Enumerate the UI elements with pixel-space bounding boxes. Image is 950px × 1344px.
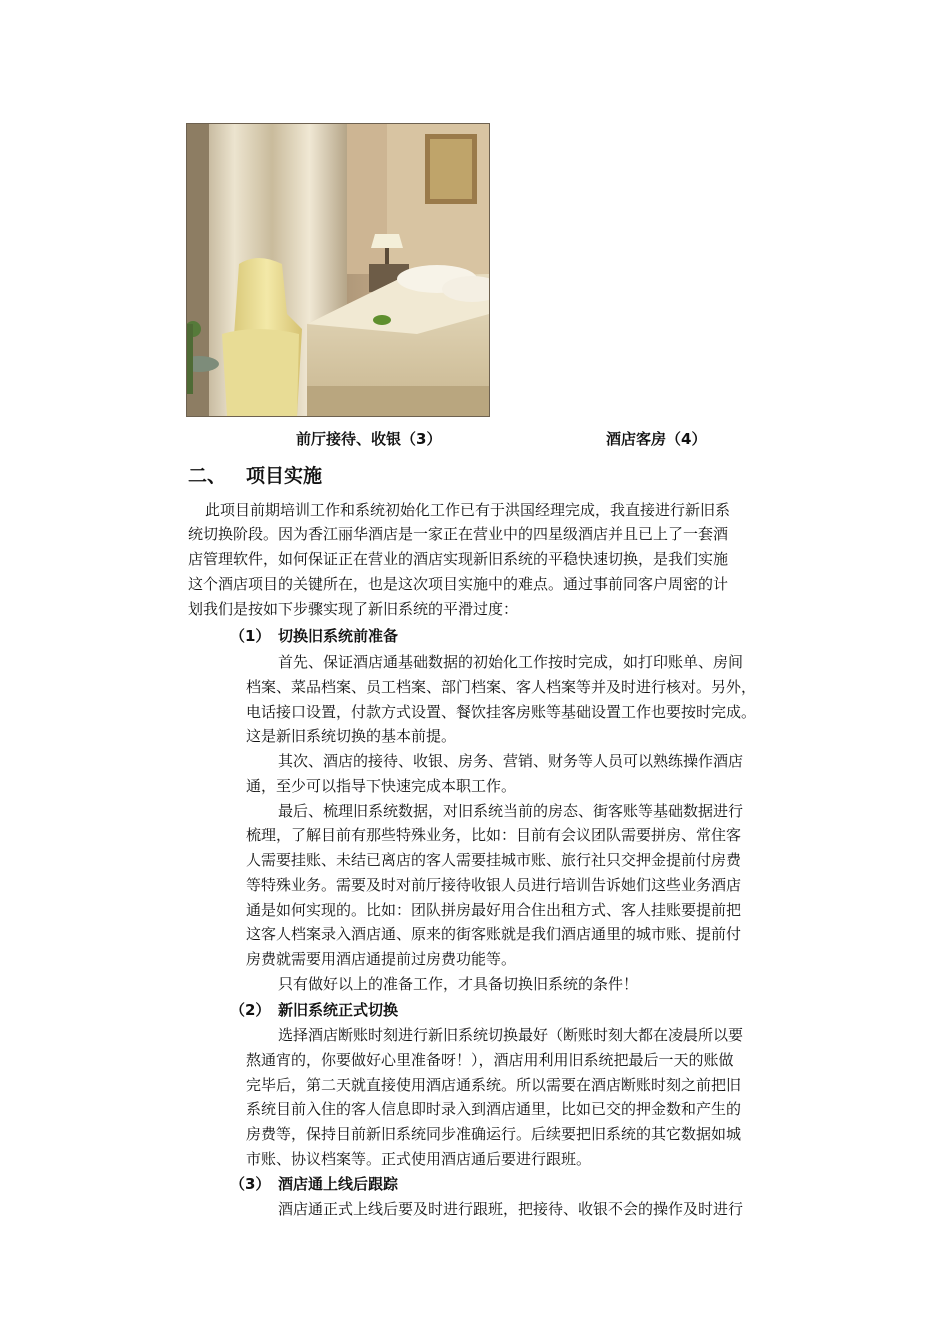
paragraph-line: 通，至少可以指导下快速完成本职工作。 — [246, 777, 517, 795]
paragraph-line: 只有做好以上的准备工作，才具备切换旧系统的条件！ — [278, 975, 639, 993]
paragraph-line: 此项目前期培训工作和系统初始化工作已有于洪国经理完成，我直接进行新旧系 — [205, 501, 731, 519]
paragraph-line: 通是如何实现的。比如：团队拼房最好用合住出租方式、客人挂账要提前把 — [246, 901, 742, 919]
subsection-heading-2 — [230, 999, 398, 1020]
paragraph-line: 这客人档案录入酒店通、原来的街客账就是我们酒店通里的城市账、提前付 — [246, 925, 742, 943]
subsection-number: （2） — [230, 1001, 271, 1019]
paragraph-line: 其次、酒店的接待、收银、房务、营销、财务等人员可以熟练操作酒店 — [278, 752, 744, 770]
subsection-title: 新旧系统正式切换 — [278, 1001, 399, 1019]
photo-caption-guest-room: 酒店客房（4） — [606, 430, 707, 448]
paragraph-line: 电话接口设置，付款方式设置、餐饮挂客房账等基础设置工作也要按时完成。 — [246, 703, 757, 721]
paragraph-line: 酒店通正式上线后要及时进行跟班，把接待、收银不会的操作及时进行 — [278, 1200, 744, 1218]
paragraph-line: 档案、菜品档案、员工档案、部门档案、客人档案等并及时进行核对。另外， — [246, 678, 757, 696]
paragraph-line: 房费等，保持目前新旧系统同步准确运行。后续要把旧系统的其它数据如城 — [246, 1125, 742, 1143]
paragraph-line: 等特殊业务。需要及时对前厅接待收银人员进行培训告诉她们这些业务酒店 — [246, 876, 742, 894]
paragraph-line: 熬通宵的，你要做好心里准备呀！），酒店用利用旧系统把最后一天的账做 — [246, 1051, 734, 1069]
section-number: 二、 — [188, 465, 227, 487]
paragraph-line: 店管理软件，如何保证正在营业的酒店实现新旧系统的平稳快速切换，是我们实施 — [188, 550, 729, 568]
paragraph-line: 完毕后，第二天就直接使用酒店通系统。所以需要在酒店断账时刻之前把旧 — [246, 1076, 742, 1094]
subsection-number: （3） — [230, 1175, 271, 1193]
paragraph-line: 最后、梳理旧系统数据，对旧系统当前的房态、街客账等基础数据进行 — [278, 802, 744, 820]
paragraph-line: 梳理，了解目前有那些特殊业务，比如：目前有会议团队需要拼房、常住客 — [246, 826, 742, 844]
section-heading — [188, 461, 322, 488]
paragraph-line: 系统目前入住的客人信息即时录入到酒店通里，比如已交的押金数和产生的 — [246, 1100, 742, 1118]
paragraph-line: 房费就需要用酒店通提前过房费功能等。 — [246, 950, 517, 968]
paragraph-line: 首先、保证酒店通基础数据的初始化工作按时完成，如打印账单、房间 — [278, 653, 744, 671]
paragraph-line: 选择酒店断账时刻进行新旧系统切换最好（断账时刻大都在凌晨所以要 — [278, 1026, 744, 1044]
paragraph-line: 划我们是按如下步骤实现了新旧系统的平滑过度： — [188, 600, 519, 618]
paragraph-line: 这是新旧系统切换的基本前提。 — [246, 727, 457, 745]
paragraph-line: 人需要挂账、未结已离店的客人需要挂城市账、旅行社只交押金提前付房费 — [246, 851, 742, 869]
paragraph-line: 统切换阶段。因为香江丽华酒店是一家正在营业中的四星级酒店并且已上了一套酒 — [188, 525, 729, 543]
hotel-room-photo — [186, 123, 490, 417]
paragraph-line: 市账、协议档案等。正式使用酒店通后要进行跟班。 — [246, 1150, 592, 1168]
section-title: 项目实施 — [246, 465, 323, 487]
subsection-title: 切换旧系统前准备 — [278, 627, 399, 645]
subsection-heading-3 — [230, 1173, 398, 1194]
subsection-heading-1 — [230, 625, 398, 646]
subsection-number: （1） — [230, 627, 271, 645]
photo-caption-front-desk: 前厅接待、收银（3） — [296, 430, 442, 448]
subsection-title: 酒店通上线后跟踪 — [278, 1175, 399, 1193]
paragraph-line: 这个酒店项目的关键所在，也是这次项目实施中的难点。通过事前同客户周密的计 — [188, 575, 729, 593]
